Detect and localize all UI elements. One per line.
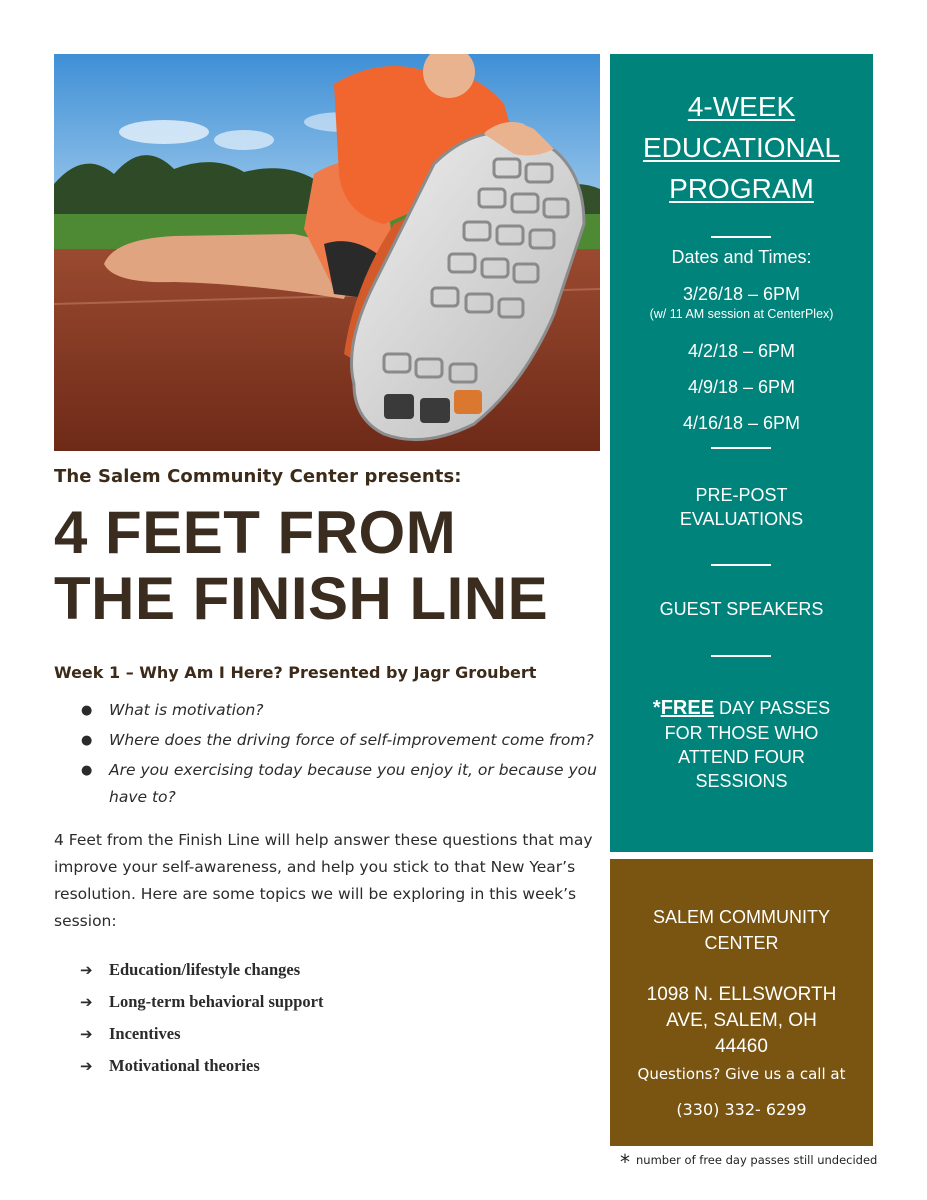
footnote-text: number of free day passes still undecided xyxy=(636,1153,878,1167)
phone-number: (330) 332- 6299 xyxy=(676,1100,807,1119)
question-text: Where does the driving force of self-improvement come from? xyxy=(109,731,594,749)
topic-list xyxy=(80,954,324,1082)
address xyxy=(610,982,873,1060)
arrow-right-icon: ➔ xyxy=(80,1025,93,1043)
evaluations-line-2: EVALUATIONS xyxy=(679,509,804,529)
asterisk: * xyxy=(620,1150,630,1174)
divider xyxy=(711,447,771,449)
bullet-icon: ● xyxy=(81,733,93,748)
topic-text: Incentives xyxy=(109,1024,181,1043)
question-text: Are you exercising today because you enjoy it, or because you have to? xyxy=(109,761,597,806)
dates-heading: Dates and Times: xyxy=(671,247,812,267)
address-line-2: AVE, SALEM, OH xyxy=(666,1010,817,1031)
program-title-line-1: 4-WEEK xyxy=(687,91,796,122)
address-line-1: 1098 N. ELLSWORTH xyxy=(646,984,837,1005)
free-star: * xyxy=(652,697,661,719)
topic-text: Motivational theories xyxy=(109,1056,260,1075)
sneaker-stretch-illustration xyxy=(54,54,600,451)
list-item xyxy=(78,697,598,724)
program-title xyxy=(610,86,873,209)
center-name xyxy=(610,904,873,956)
arrow-right-icon: ➔ xyxy=(80,961,93,979)
contact-panel xyxy=(610,859,873,1146)
divider xyxy=(711,655,771,657)
question-list xyxy=(78,697,598,814)
topic-text: Education/lifestyle changes xyxy=(109,960,301,979)
evaluations-line-1: PRE-POST xyxy=(695,485,788,505)
footnote xyxy=(620,1150,877,1174)
presenter-line: The Salem Community Center presents: xyxy=(54,466,462,487)
question-text: What is motivation? xyxy=(109,701,264,719)
list-item xyxy=(78,757,598,811)
date-4: 4/16/18 – 6PM xyxy=(682,413,801,433)
program-panel xyxy=(610,54,873,852)
date-2: 4/2/18 – 6PM xyxy=(687,341,796,361)
divider xyxy=(711,236,771,238)
week-heading: Week 1 – Why Am I Here? Presented by Jagr Groubert xyxy=(54,663,537,682)
bullet-icon: ● xyxy=(81,763,93,778)
address-line-3: 44460 xyxy=(715,1036,768,1057)
list-item xyxy=(80,1050,324,1082)
page-title xyxy=(54,500,548,632)
topic-text: Long-term behavioral support xyxy=(109,992,324,1011)
list-item xyxy=(80,1018,324,1050)
list-item xyxy=(80,986,324,1018)
list-item xyxy=(80,954,324,986)
divider xyxy=(711,564,771,566)
free-word: FREE xyxy=(660,697,715,719)
title-line-2: THE FINISH LINE xyxy=(54,565,549,632)
free-passes-line-1 xyxy=(610,696,873,720)
guest-speakers: GUEST SPEAKERS xyxy=(659,599,824,619)
intro-paragraph: 4 Feet from the Finish Line will help answer these questions that may improve your self-awareness, and help you stick to that New Year’s resolution. Here are some topics we will be exploring in this week’s session: xyxy=(54,831,593,930)
hero-photo xyxy=(54,54,600,451)
arrow-right-icon: ➔ xyxy=(80,993,93,1011)
free-passes-line-2: FOR THOSE WHO xyxy=(664,723,819,743)
free-passes-line-3: ATTEND FOUR xyxy=(678,747,805,767)
title-line-1: 4 FEET FROM xyxy=(54,499,457,566)
center-name-line-1: SALEM COMMUNITY xyxy=(652,907,830,927)
list-item xyxy=(78,727,598,754)
call-prompt: Questions? Give us a call at xyxy=(637,1065,846,1083)
program-title-line-2: EDUCATIONAL xyxy=(642,132,841,163)
date-1-note: (w/ 11 AM session at CenterPlex) xyxy=(649,307,834,321)
date-3: 4/9/18 – 6PM xyxy=(687,377,796,397)
free-rest: DAY PASSES xyxy=(714,698,831,718)
center-name-line-2: CENTER xyxy=(704,933,779,953)
free-passes-line-4: SESSIONS xyxy=(695,771,788,791)
date-1: 3/26/18 – 6PM xyxy=(682,284,801,304)
program-title-line-3: PROGRAM xyxy=(669,173,814,204)
arrow-right-icon: ➔ xyxy=(80,1057,93,1075)
bullet-icon: ● xyxy=(81,703,93,718)
